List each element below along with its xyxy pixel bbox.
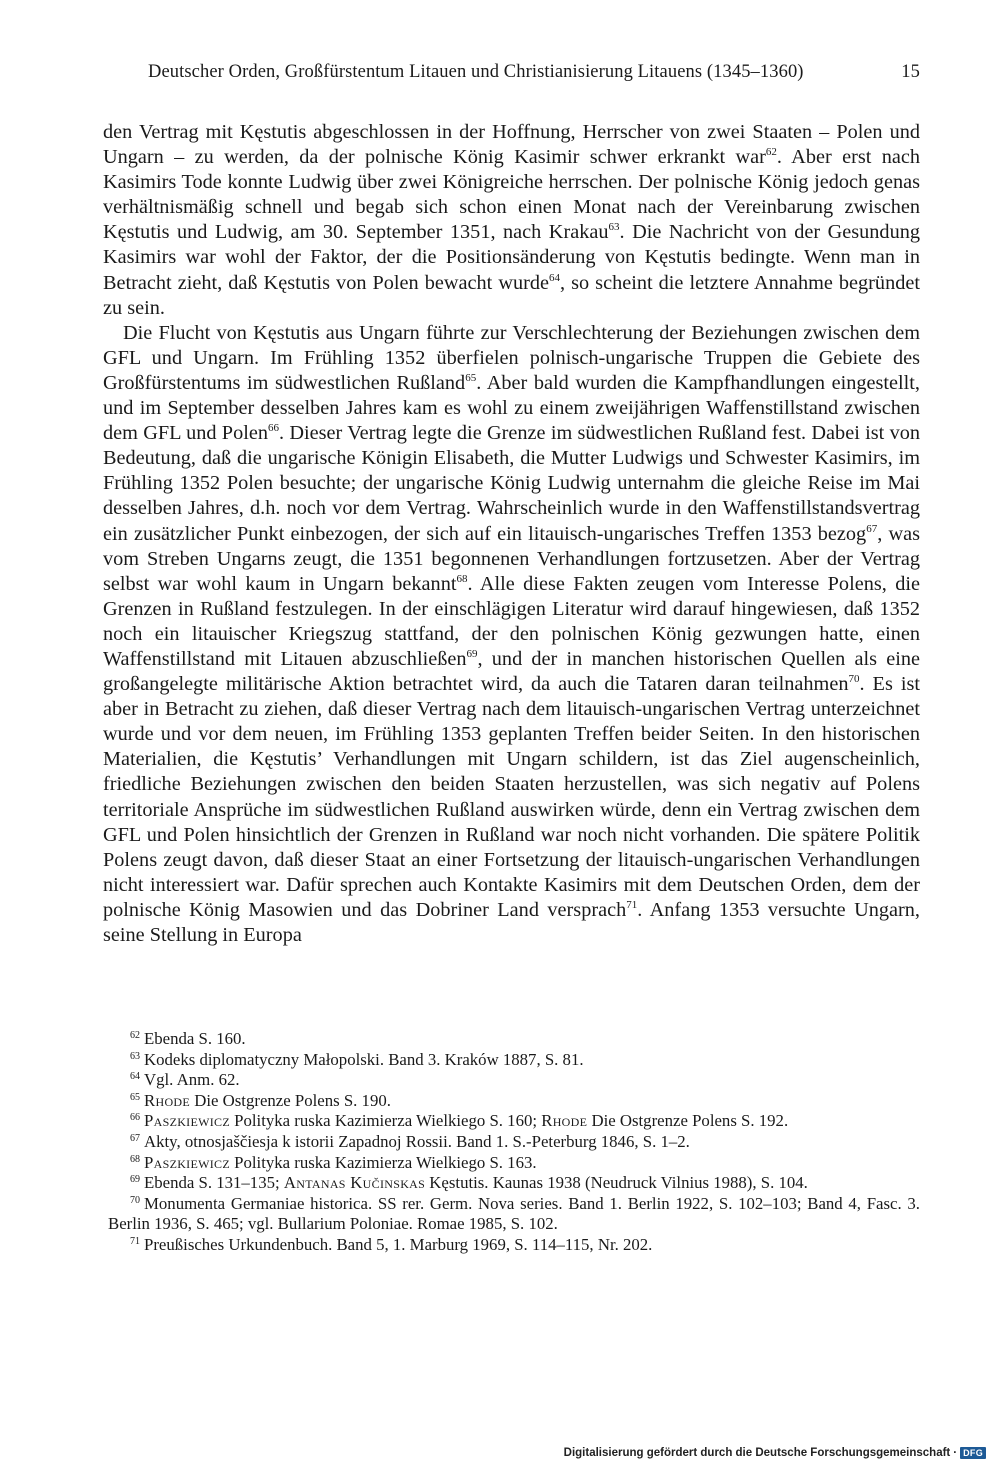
text-run: . Anfang 1353 versuchte Ungarn, seine Stellung in Europa [103,898,920,946]
footnote-number: 65 [130,1091,140,1103]
footnote-ref[interactable]: 70 [848,673,860,686]
footnote-text: Die Ostgrenze Polens S. 190. [190,1090,391,1110]
credit-text: Digitalisierung gefördert durch die Deutsche Forschungsgemeinschaft [563,1447,951,1459]
digitization-credit: Digitalisierung gefördert durch die Deutsche Forschungsgemeinschaft · DFG [564,1447,986,1459]
footnotes [108,1029,920,1256]
text-run: . Alle diese Fakten zeugen vom Interesse Polens, die Grenzen in Rußland festzulegen. In der einschlägigen Literatur wird darauf hingewiesen, daß 1352 noch ein litauischer Kriegszug stattfand, der den polnischen König gezwungen hatte, einen Waffenstillstand mit Litauen abzuschließen [103,572,920,670]
text-run: . Dieser Vertrag legte die Grenze im südwestlichen Rußland fest. Dabei ist von Bedeutung, daß die ungarische Königin Elisabeth, die Mutter Ludwigs und Schwester Kasimirs, im Frühling 1352 Polen besuchte; der ungarische König Ludwig unternahm die gleiche Reise im Mai desselben Jahres, d.h. noch vor dem Vertrag. Wahrscheinlich wurde in den Waffenstillstandsvertrag ein zusätzlicher Punkt einbezogen, der sich auf ein litauisch-ungarisches Treffen 1353 bezog [103,422,921,545]
text-run: . Es ist aber in Betracht zu ziehen, daß dieser Vertrag nach dem litauisch-ungarischen Vertrag unterzeichnet wurde und vor dem neuen, im Frühling 1353 geplanten Treffen beider Seiten. In den historischen Materialien, die Kęstutis’ Verhandlungen mit Ungarn schildern, ist das Ziel augenscheinlich, friedliche Beziehungen zwischen den beiden Staaten herzustellen, was sich negativ auf Polens territoriale Ansprüche im südwestlichen Rußland auswirken würde, denn ein Vertrag zwischen dem GFL und Polen hinsichtlich der Grenzen in Rußland war noch nicht vorhanden. Die spätere Politik Polens zeugt davon, daß dieser Staat an einer Fortsetzung der litauisch-ungarischen Verhandlungen nicht interessiert war. Dafür sprechen auch Kontakte Kasimirs mit dem Deutschen Orden, dem der polnische König Masowien und das Dobriner Land versprach [103,673,920,921]
text-run: , was vom Streben Ungarns zeugt, die 1351 begonnenen Verhandlungen fortzusetzen. Aber der Vertrag selbst war wohl kaum in Ungarn bekannt [103,522,920,595]
footnote-text: Kodeks diplomatyczny Małopolski. Band 3. Kraków 1887, S. 81. [144,1049,584,1069]
footnote-text: Akty, otnosjaščiesja k istorii Zapadnoj Rossii. Band 1. S.-Peterburg 1846, S. 1–2. [144,1131,690,1151]
author-name: Rhode [541,1111,588,1131]
footnote-text: Kęstutis. Kaunas 1938 (Neudruck Vilnius 1988), S. 104. [425,1173,808,1193]
footnote-ref[interactable]: 69 [466,647,478,660]
footnote-ref[interactable]: 68 [456,572,468,585]
footnote-ref[interactable]: 67 [866,522,878,535]
author-name: Rhode [144,1090,191,1110]
footnote-66 [108,1111,920,1132]
text-run: . Aber bald wurden die Kampfhandlungen eingestellt, und im September desselben Jahres kam es wohl zu einem zweijährigen Waffenstillstand zwischen dem GFL und Polen [103,371,920,445]
footnote-text: Polityka ruska Kazimierza Wielkiego S. 163. [229,1152,537,1172]
footnote-number: 64 [130,1071,140,1083]
author-name: Paszkiewicz [144,1111,230,1131]
footnote-62 [108,1029,920,1050]
footnote-text: Preußisches Urkundenbuch. Band 5, 1. Marburg 1969, S. 114–115, Nr. 202. [144,1234,653,1254]
dfg-logo-icon: DFG [960,1447,986,1459]
footnote-text: Die Ostgrenze Polens S. 192. [587,1111,789,1131]
author-name: Antanas Kučinskas [283,1173,426,1193]
footnote-ref[interactable]: 64 [549,271,561,284]
footnote-number: 67 [130,1132,140,1144]
footnote-text: Ebenda S. 131–135; [144,1173,284,1193]
footnote-ref[interactable]: 71 [626,898,638,911]
body-text [103,120,920,948]
paragraph [103,120,920,321]
footnote-69 [108,1173,920,1194]
footnote-71 [108,1235,920,1256]
text-run: , so scheint die letztere Annahme begründet zu sein. [103,271,920,319]
footnote-number: 68 [130,1153,140,1165]
running-title: Deutscher Orden, Großfürstentum Litauen und Christianisierung Litauens (1345–1360) [148,62,804,82]
paragraph [103,321,920,948]
footnote-number: 66 [130,1112,140,1124]
footnote-number: 71 [130,1235,140,1247]
footnote-ref[interactable]: 66 [268,422,279,435]
footnote-70 [108,1194,920,1235]
footnote-text: Vgl. Anm. 62. [144,1070,240,1090]
footnote-ref[interactable]: 62 [765,146,777,159]
footnote-number: 62 [130,1030,140,1041]
footnote-ref[interactable]: 65 [465,371,477,384]
text-run: den Vertrag mit Kęstutis abgeschlossen in der Hoffnung, Herrscher von zwei Staaten – Polen und Ungarn – zu werden, da der polnische König Kasimir schwer erkrankt war [103,121,920,169]
footnote-number: 70 [130,1194,140,1206]
page-number: 15 [901,62,920,82]
running-header [148,62,920,83]
author-name: Paszkiewicz [144,1152,230,1172]
text-run: Die Flucht von Kęstutis aus Ungarn führte zur Verschlechterung der Beziehungen zwischen dem GFL und Ungarn. Im Frühling 1352 überfielen polnisch-ungarische Truppen die Gebiete des Großfürstentums im südwestlichen Rußland [103,321,920,394]
footnote-67 [108,1132,920,1153]
footnote-number: 69 [130,1174,140,1186]
footnote-text: Polityka ruska Kazimierza Wielkiego S. 160; [229,1111,542,1131]
text-run: . Aber erst nach Kasimirs Tode konnte Ludwig über zwei Königreiche herrschen. Der polnische König jedoch genas verhältnismäßig schnell und begab sich schon einen Monat nach der Vereinbarung zwischen Kęstutis und Ludwig, am 30. September 1351, nach Krakau [103,146,920,244]
footnote-ref[interactable]: 63 [608,221,620,234]
text-run: . Die Nachricht von der Gesundung Kasimirs war wohl der Faktor, der die Positionsänderung von Kęstutis bedingte. Wenn man in Betracht zieht, daß Kęstutis von Polen bewacht wurde [103,221,920,294]
footnote-text: Monumenta Germaniae historica. SS rer. Germ. Nova series. Band 1. Berlin 1922, S. 102–103; Band 4, Fasc. 3. Berlin 1936, S. 465; vgl. Bullarium Poloniae. Romae 1985, S. 102. [108,1193,920,1234]
footnote-text: Ebenda S. 160. [144,1029,246,1048]
footnote-64 [108,1070,920,1091]
footnote-68 [108,1153,920,1174]
footnote-63 [108,1050,920,1071]
footnote-number: 63 [130,1050,140,1062]
footnote-65 [108,1091,920,1112]
text-run: , und der in manchen historischen Quellen als eine großangelegte militärische Aktion betrachtet wird, da auch die Tataren daran teilnahmen [103,647,920,696]
